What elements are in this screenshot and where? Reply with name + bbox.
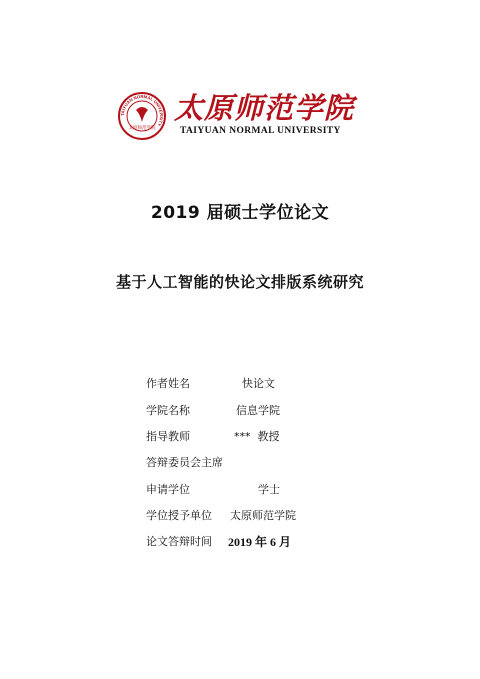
- college-label: 学院名称: [146, 404, 190, 417]
- author-label: 作者姓名: [146, 377, 190, 390]
- advisor-value: *** 教授: [234, 430, 280, 443]
- date-label: 论文答辩时间: [146, 535, 212, 548]
- degree-label: 申请学位: [146, 483, 190, 496]
- committee-label: 答辩委员会主席: [146, 456, 223, 469]
- university-logo: [118, 88, 360, 144]
- degree-title: 2019 届硕士学位论文: [150, 203, 330, 223]
- author-value: 快论文: [242, 377, 275, 390]
- date-value: 2019 年 6 月: [228, 535, 292, 549]
- degree-value: 学士: [258, 483, 280, 496]
- university-name-en: TAIYUAN NORMAL UNIVERSITY: [180, 126, 341, 136]
- university-seal-icon: [118, 92, 166, 140]
- seal-ring-text: TAIYUAN NORMAL UNIVERSITY: [119, 93, 165, 128]
- college-value: 信息学院: [236, 404, 280, 417]
- grantor-label: 学位授予单位: [146, 509, 212, 522]
- university-name-cn: 太原师范学院: [174, 91, 355, 125]
- grantor-value: 太原师范学院: [230, 509, 296, 522]
- seal-center-text: 太原师范学院: [128, 126, 156, 131]
- advisor-label: 指导教师: [146, 430, 190, 443]
- thesis-title: 基于人工智能的快论文排版系统研究: [115, 273, 364, 291]
